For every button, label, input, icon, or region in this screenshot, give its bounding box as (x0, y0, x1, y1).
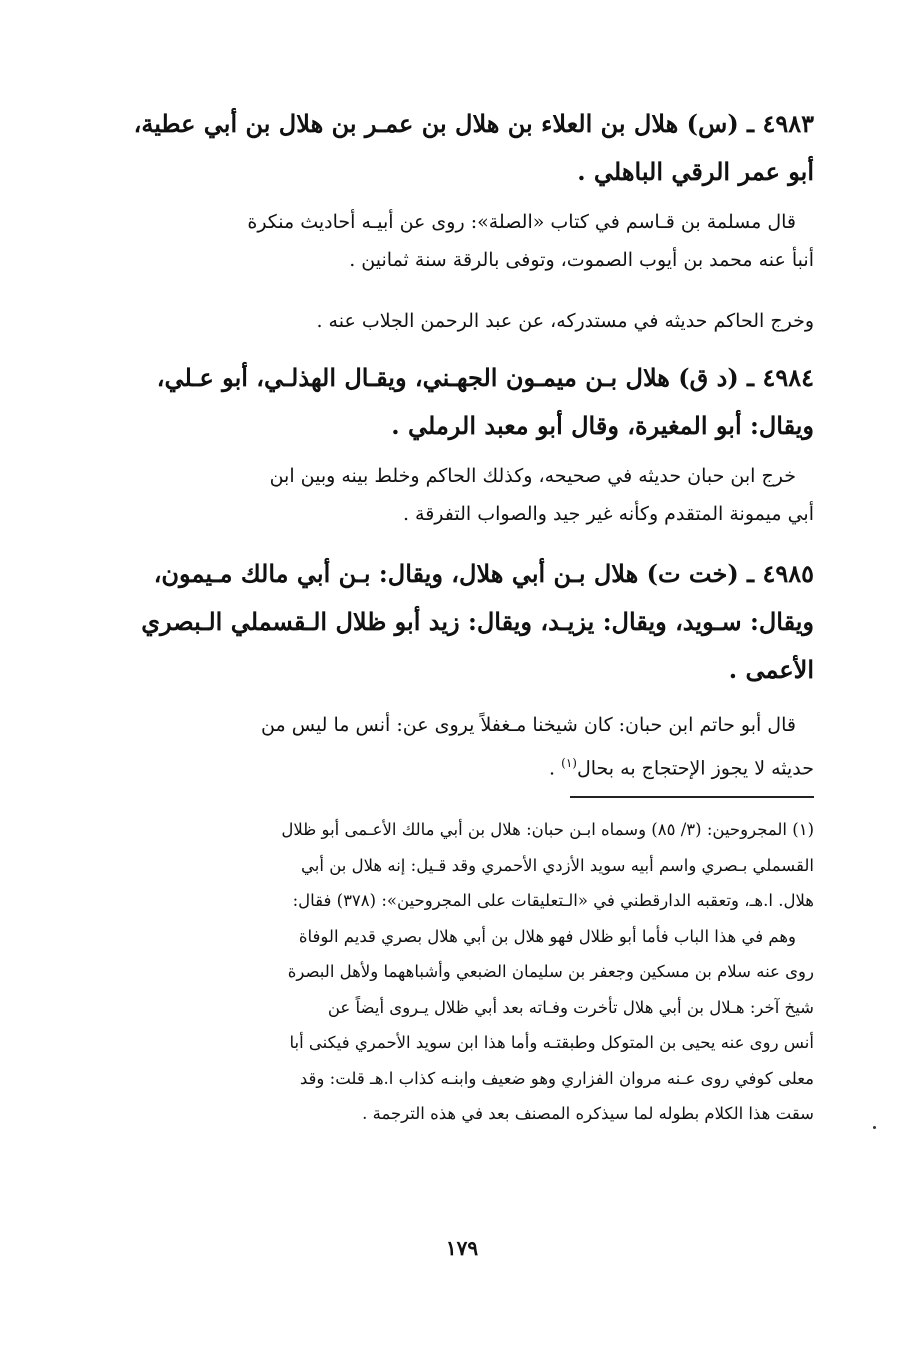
scan-speck (873, 1126, 876, 1129)
footnote-line: روى عنه سلام بن مسكين وجعفر بن سليمان الضبعي وأشباههما ولأهل البصرة (287, 962, 814, 981)
entry-4983-paragraph-2 (100, 302, 814, 340)
footnote-line: هلال. ا.هـ، وتعقبه الدارقطني في «الـتعليقات على المجروحين»: (٣٧٨) فقال: (292, 891, 814, 910)
text-line: قال أبو حاتم ابن حبان: كان شيخنا مـغفلاً يروى عن: أنس ما ليس من (261, 714, 796, 736)
text-line: وخرج الحاكم حديثه في مستدركه، عن عبد الرحمن الجلاب عنه . (316, 310, 814, 332)
entry-4984-paragraph-1 (100, 457, 814, 533)
text-line (100, 744, 814, 782)
footnote-line: (١) المجروحين: (٣/ ٨٥) وسماه ابـن حبان: هلال بن أبي مالك الأعـمى أبو ظلال (281, 820, 814, 839)
heading-line: ويقال: أبو المغيرة، وقال أبو معبد الرملي . (391, 411, 814, 440)
heading-line: أبو عمر الرقي الباهلي . (577, 157, 814, 186)
footnote-separator (570, 796, 814, 798)
text-line: خرج ابن حبان حديثه في صحيحه، وكذلك الحاكم وخلط بينه وبين ابن (269, 465, 796, 487)
line-end: . (549, 757, 562, 780)
text-span: حديثه لا يجوز الإحتجاج به بحال (576, 757, 814, 780)
entry-4983-heading (100, 100, 814, 196)
footnote-line: وهم في هذا الباب فأما أبو ظلال فهو هلال بن أبي هلال بصري قديم الوفاة (298, 926, 796, 946)
text-line: أنبأ عنه محمد بن أيوب الصموت، وتوفى بالرقة سنة ثمانين . (349, 249, 814, 271)
footnote-line: معلى كوفي روى عـنه مروان الفزاري وهو ضعيف وابنـه كذاب ا.هـ قلت: وقد (299, 1068, 814, 1088)
entry-4983-paragraph-1 (100, 203, 814, 279)
entry-4985-heading (100, 550, 814, 694)
heading-line: ٤٩٨٥ ـ (خت ت) هلال بـن أبي هلال، ويقال: بـن أبي مالك مـيمون، (153, 559, 814, 588)
footnote-line: أنس روى عنه يحيى بن المتوكل وطبقتـه وأما هذا ابن سويد الأحمري فيكنى أبا (289, 1033, 814, 1052)
text-line: قال مسلمة بن قـاسم في كتاب «الصلة»: روى عن أبيـه أحاديث منكرة (247, 211, 796, 233)
entry-4985-paragraph-1 (100, 706, 814, 782)
heading-line: الأعمى . (728, 655, 814, 684)
heading-line: ٤٩٨٤ ـ (د ق) هلال بـن ميمـون الجهـني، ويقـال الهذلـي، أبو عـلي، (156, 363, 814, 392)
text-line: أبي ميمونة المتقدم وكأنه غير جيد والصواب التفرقة . (402, 503, 814, 525)
footnote (100, 812, 814, 1132)
footnote-reference[interactable]: (١) (561, 756, 577, 770)
heading-line: ويقال: سـويد، ويقال: يزيـد، ويقال: زيد أبو ظلال الـقسملي الـبصري (141, 607, 814, 636)
page-number: ١٧٩ (445, 1236, 479, 1260)
footnote-line: سقت هذا الكلام بطوله لما سيذكره المصنف بعد في هذه الترجمة . (362, 1104, 814, 1123)
footnote-line: القسملي بـصري واسم أبيه سويد الأزدي الأحمري وقد قـيل: إنه هلال بن أبي (301, 855, 814, 875)
footnote-line: شيخ آخر: هـلال بن أبي هلال تأخرت وفـاته بعد أبي ظلال يـروى أيضاً عن (327, 997, 814, 1017)
heading-line: ٤٩٨٣ ـ (س) هلال بن العلاء بن هلال بن عمـر بن هلال بن أبي عطية، (133, 109, 814, 138)
entry-4984-heading (100, 354, 814, 450)
